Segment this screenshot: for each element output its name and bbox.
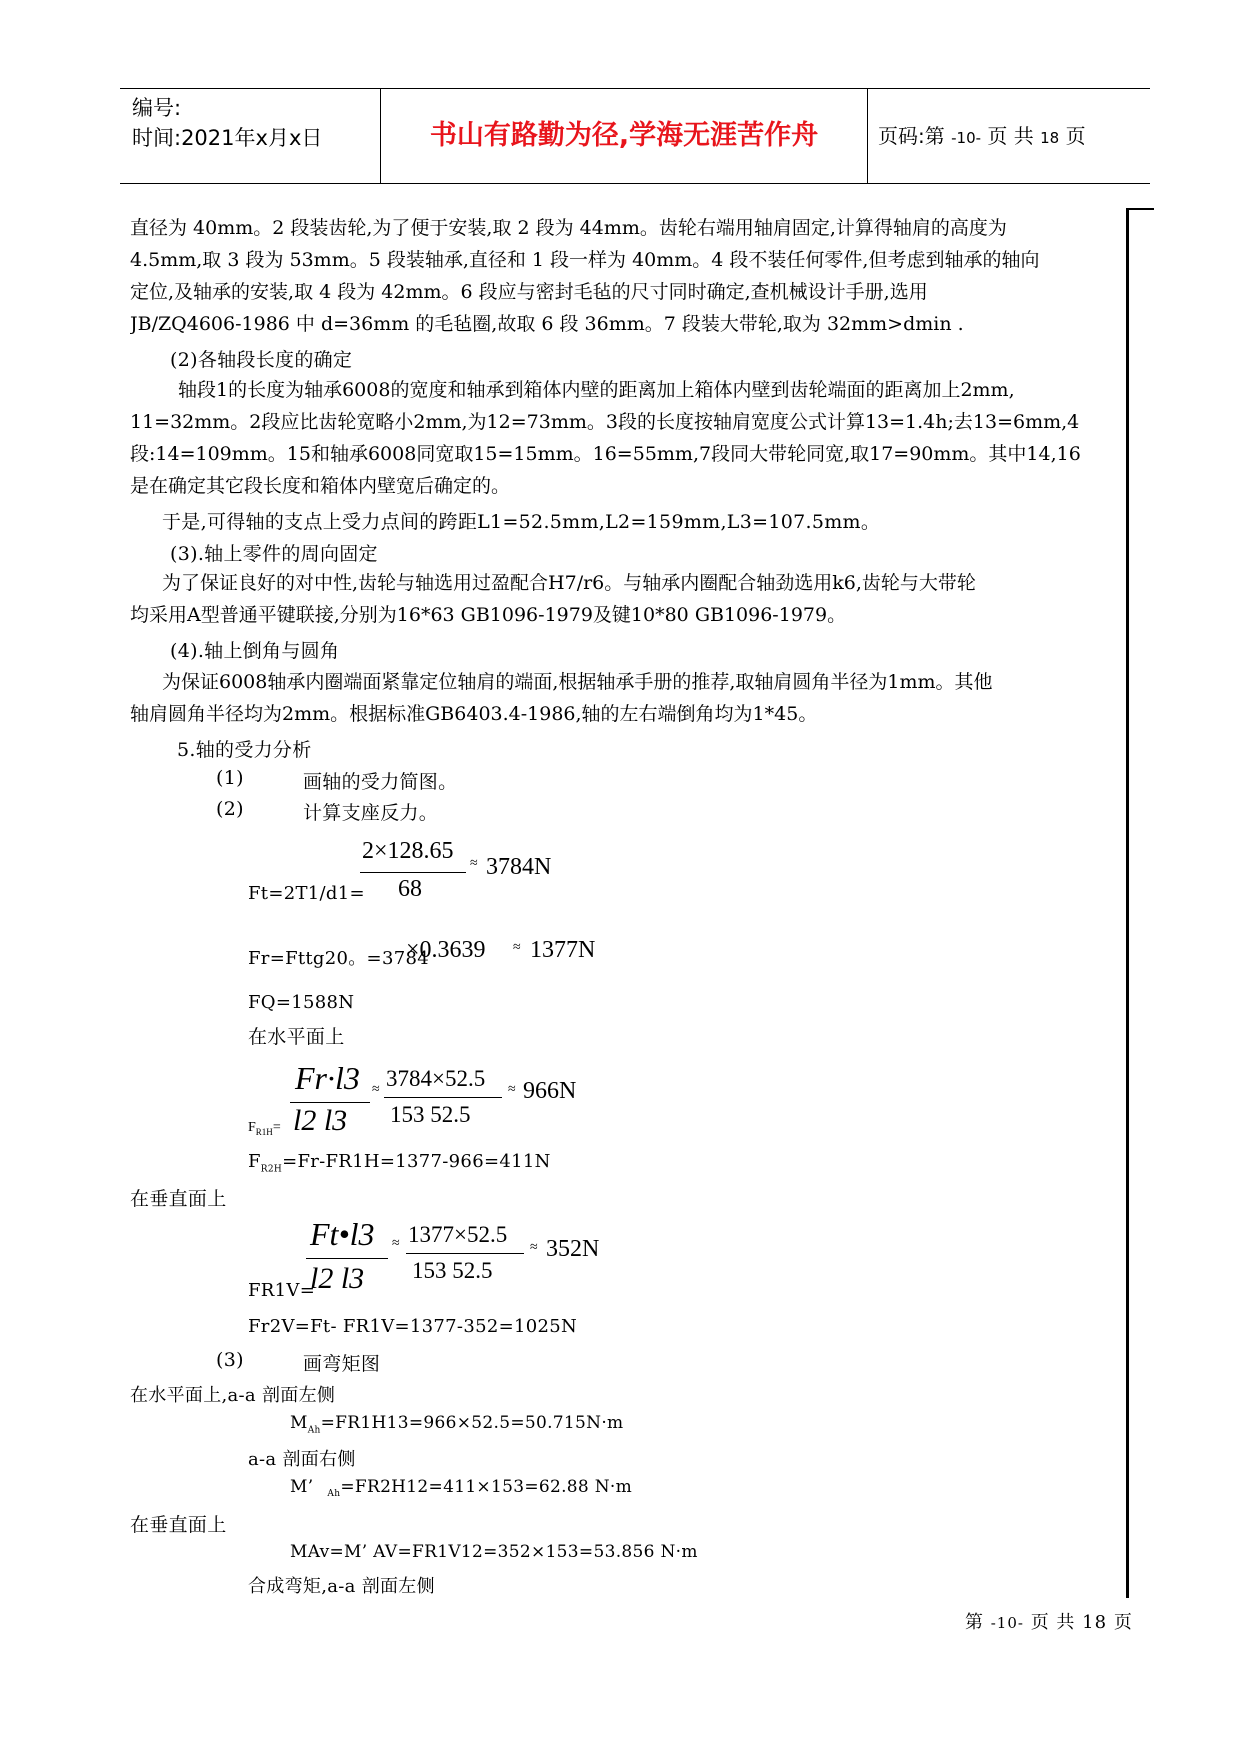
ft-label: Ft=2T1/d1= xyxy=(248,883,365,904)
section-heading: (4).轴上倒角与圆角 xyxy=(170,640,340,662)
approx-symbol: ≈ xyxy=(392,1236,400,1251)
fr1h-numerator: 3784×52.5 xyxy=(386,1066,486,1091)
section-heading: 5.轴的受力分析 xyxy=(177,739,312,761)
fr1v-symbolic-denominator: l2 l3 xyxy=(310,1262,365,1295)
header-meta xyxy=(132,93,387,153)
fraction-bar xyxy=(406,1253,524,1254)
ft-fraction-bar xyxy=(360,872,466,873)
ft-denominator: 68 xyxy=(398,876,422,902)
page-header xyxy=(120,88,1150,184)
fr1v-symbolic-numerator: Ft•l3 xyxy=(310,1216,375,1252)
plane-heading: 在垂直面上 xyxy=(130,1514,227,1536)
margin-rule-tick xyxy=(1126,208,1154,210)
section-note: 在水平面上,a-a 剖面左侧 xyxy=(130,1385,336,1406)
fr-label: Fr=Fttg20。=3784 xyxy=(248,948,429,969)
fr1v-numerator: 1377×52.5 xyxy=(408,1222,508,1247)
approx-symbol: ≈ xyxy=(513,940,521,955)
document-time-label: 时间:2021年x月x日 xyxy=(132,126,323,150)
step-text: 画轴的受力简图。 xyxy=(303,771,458,793)
fr-result: 1377N xyxy=(530,937,596,963)
fr2v-value: Fr2V=Ft- FR1V=1377-352=1025N xyxy=(248,1316,578,1337)
step-number: (2) xyxy=(216,798,244,820)
fr1h-denominator: 153 52.5 xyxy=(390,1102,471,1127)
paragraph-shaft-diameters: 直径为 40mm。2 段装齿轮,为了便于安装,取 2 段为 44mm。齿轮右端用轴肩固定,计算得轴肩的高度为 4.5mm,取 3 段为 53mm。5 段装轴承,直径和 1 段一样为 40mm。4 段不装任何零件,但考虑到轴承的轴向 定位,及轴承的安装,取 4 段为 42mm。6 段应与密封毛毡的尺寸同时确定,查机械设计手册,选用 JB/ZQ4606-1986 中 d=36mm 的毛毡圈,故取 6 段 36mm。7 段装大带轮,取为 32mm>dmin . xyxy=(130,217,1040,335)
paragraph-span: 于是,可得轴的支点上受力点间的跨距L1=52.5mm,L2=159mm,L3=107.5mm。 xyxy=(162,511,881,533)
fr-expression: ×0.3639 xyxy=(406,937,486,963)
approx-symbol: ≈ xyxy=(508,1082,516,1097)
moment-mav: MAv=M’ AV=FR1V12=352×153=53.856 N·m xyxy=(290,1542,698,1562)
fr1v-denominator: 153 52.5 xyxy=(412,1258,493,1283)
header-divider xyxy=(867,89,868,183)
plane-heading: 在垂直面上 xyxy=(130,1188,227,1210)
fraction-bar xyxy=(290,1102,370,1103)
ft-numerator: 2×128.65 xyxy=(362,838,454,864)
fr1h-symbolic-numerator: Fr·l3 xyxy=(295,1060,360,1096)
step-number: (3) xyxy=(216,1349,244,1371)
fq-value: FQ=1588N xyxy=(248,992,355,1013)
fraction-bar xyxy=(384,1097,502,1098)
approx-symbol: ≈ xyxy=(530,1240,538,1255)
fr1v-label: FR1V= xyxy=(248,1280,316,1301)
step-text: 计算支座反力。 xyxy=(303,802,439,824)
section-note: a-a 剖面右侧 xyxy=(248,1449,356,1470)
moment-mah-prime: M’ $_{Ah}$=FR2H12=411×153=62.88 N·m xyxy=(290,1477,633,1500)
fr1h-label: $F_{R1H}=$ xyxy=(248,1120,281,1137)
margin-rule xyxy=(1126,208,1129,1598)
header-page-number: 页码:第 -10- 页 共 18 页 xyxy=(878,124,1086,148)
step-text: 画弯矩图 xyxy=(303,1353,381,1375)
page-footer: 第 -10- 页 共 18 页 xyxy=(965,1612,1133,1633)
step-number: (1) xyxy=(216,767,244,789)
section-note: 合成弯矩,a-a 剖面左侧 xyxy=(248,1576,435,1597)
plane-heading: 在水平面上 xyxy=(248,1026,345,1048)
document-number-label: 编号: xyxy=(132,96,182,120)
section-heading: (3).轴上零件的周向固定 xyxy=(170,543,378,565)
header-motto: 书山有路勤为径,学海无涯苦作舟 xyxy=(429,120,819,151)
moment-mah: $M_{Ah}=FR1H13=966\times 52.5=50.715N\cdot m$ xyxy=(290,1413,624,1436)
approx-symbol: ≈ xyxy=(470,856,478,871)
paragraph-segment-lengths: 轴段1的长度为轴承6008的宽度和轴承到箱体内壁的距离加上箱体内壁到齿轮端面的距离加上2mm, 11=32mm。2段应比齿轮宽略小2mm,为12=73mm。3段的长度按轴肩宽度公式计算13=1.4h;去13=6mm,4 段:14=109mm。15和轴承6008同宽取15=15mm。16=55mm,7段同大带轮同宽,取17=90mm。其中14,16 是在确定其它段长度和箱体内壁宽后确定的。 xyxy=(130,379,1081,497)
fraction-bar xyxy=(306,1258,388,1259)
header-divider xyxy=(380,89,381,183)
paragraph-fixing: 为了保证良好的对中性,齿轮与轴选用过盈配合H7/r6。与轴承内圈配合轴劲选用k6,齿轮与大带轮 均采用A型普通平键联接,分别为16*63 GB1096-1979及键10*80 GB1096-1979。 xyxy=(130,572,976,626)
section-heading: (2)各轴段长度的确定 xyxy=(170,349,353,371)
fr2h-value: $F_{R2H}=Fr-FR1H=1377-966=411N$ xyxy=(248,1151,551,1175)
fr1h-symbolic-denominator: l2 l3 xyxy=(293,1104,348,1137)
ft-result: 3784N xyxy=(486,854,552,880)
fr1v-result: 352N xyxy=(546,1236,600,1262)
paragraph-chamfer: 为保证6008轴承内圈端面紧靠定位轴肩的端面,根据轴承手册的推荐,取轴肩圆角半径为1mm。其他 轴肩圆角半径均为2mm。根据标准GB6403.4-1986,轴的左右端倒角均为1*45。 xyxy=(130,671,993,725)
fr1h-result: 966N xyxy=(523,1078,577,1104)
approx-symbol: ≈ xyxy=(372,1082,380,1097)
